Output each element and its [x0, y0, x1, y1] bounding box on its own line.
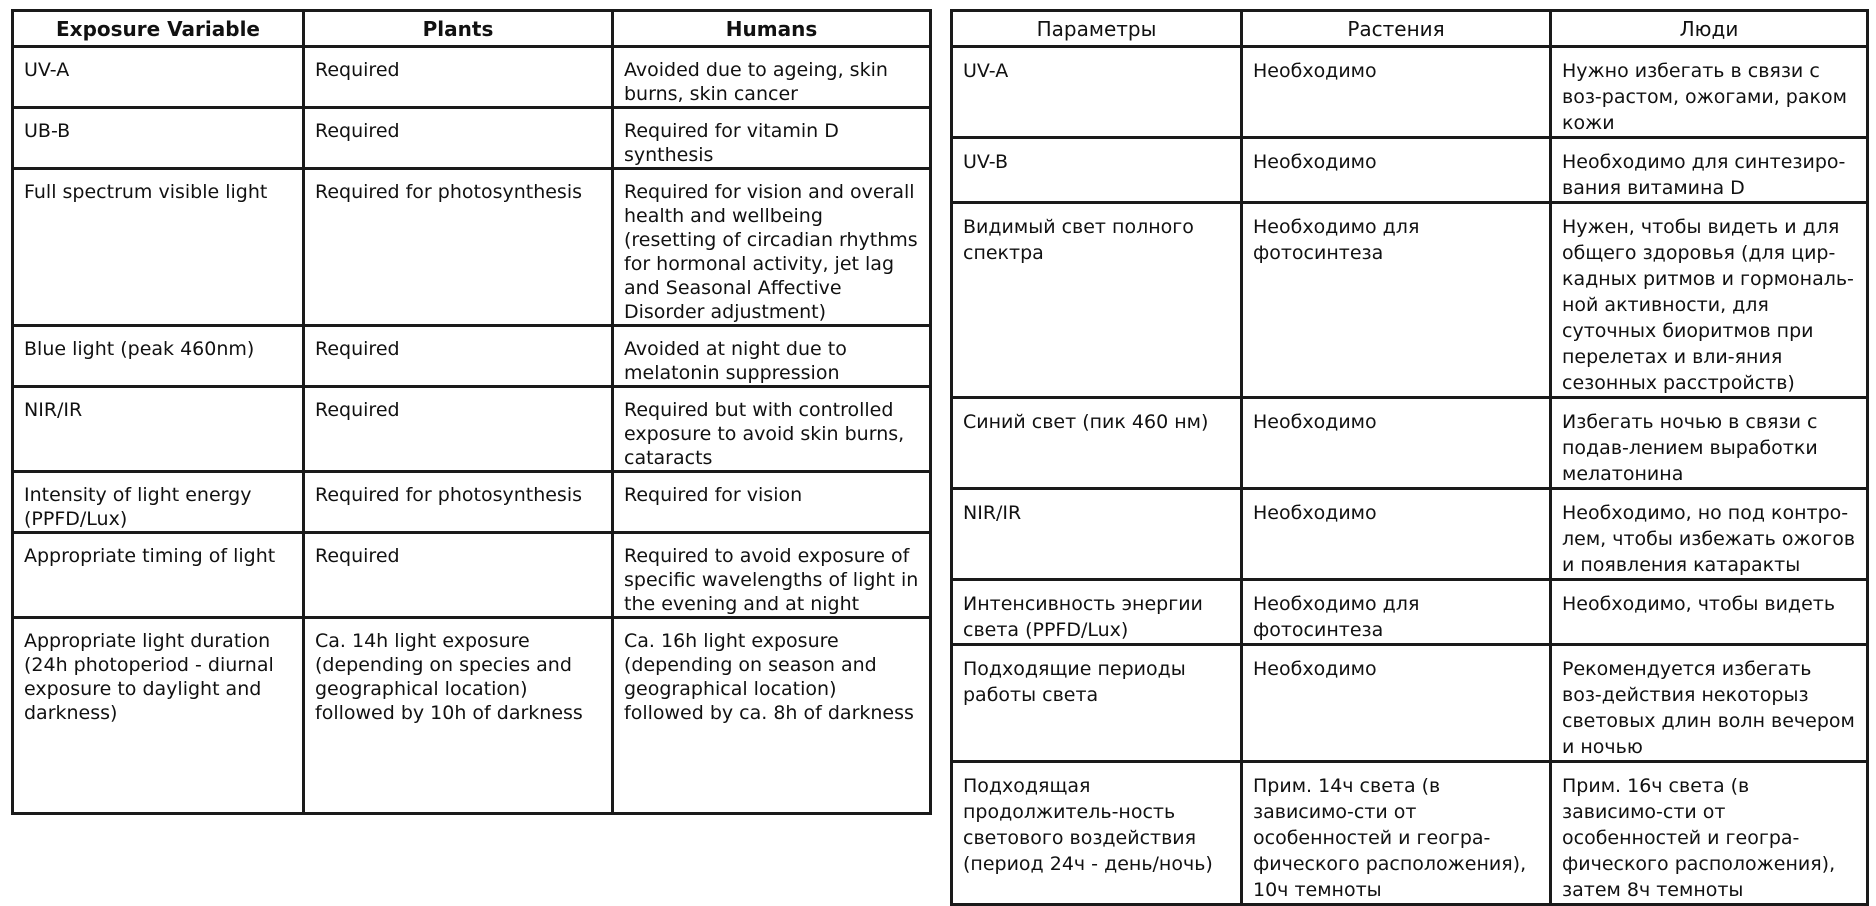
table-cell: Avoided due to ageing, skin burns, skin cancer [613, 47, 931, 108]
table-cell: UB-B [13, 108, 304, 169]
table-cell: Необходимо для фотосинтеза [1242, 203, 1551, 398]
table-cell: Required [304, 533, 613, 618]
table-row [952, 489, 1868, 580]
table-cell: Required but with controlled exposure to avoid skin burns, cataracts [613, 387, 931, 472]
table-row [952, 762, 1868, 905]
table-cell: Необходимо [1242, 489, 1551, 580]
column-header: Растения [1242, 11, 1551, 47]
table-row [13, 387, 931, 472]
table-cell: Ca. 14h light exposure (depending on species and geographical location) followed by 10h of darkness [304, 618, 613, 814]
table-cell: Необходимо [1242, 398, 1551, 489]
table-cell: NIR/IR [13, 387, 304, 472]
table-cell: Прим. 16ч света (в зависимо-сти от особенностей и геогра-фического расположения), затем 8ч темноты [1551, 762, 1868, 905]
column-header: Humans [613, 11, 931, 47]
russian-table-container [950, 9, 1866, 901]
table-cell: Необходимо для фотосинтеза [1242, 580, 1551, 645]
table-cell: Avoided at night due to melatonin suppression [613, 326, 931, 387]
table-cell: Избегать ночью в связи с подав-лением выработки мелатонина [1551, 398, 1868, 489]
table-cell: Required [304, 47, 613, 108]
table-row [13, 47, 931, 108]
table-cell: Required for vitamin D synthesis [613, 108, 931, 169]
table-row [952, 645, 1868, 762]
russian-exposure-table [950, 9, 1869, 906]
table-row [952, 47, 1868, 138]
table-cell: Ca. 16h light exposure (depending on season and geographical location) followed by ca. 8h of darkness [613, 618, 931, 814]
table-cell: Необходимо [1242, 138, 1551, 203]
table-cell: Видимый свет полного спектра [952, 203, 1242, 398]
table-cell: Нужно избегать в связи с воз-растом, ожогами, раком кожи [1551, 47, 1868, 138]
table-cell: Full spectrum visible light [13, 169, 304, 326]
table-cell: Appropriate light duration (24h photoperiod - diurnal exposure to daylight and darkness) [13, 618, 304, 814]
column-header: Люди [1551, 11, 1868, 47]
table-row [13, 533, 931, 618]
table-cell: UV-B [952, 138, 1242, 203]
table-cell: Необходимо для синтезиро-вания витамина D [1551, 138, 1868, 203]
table-row [13, 472, 931, 533]
table-row [13, 169, 931, 326]
table-cell: Blue light (peak 460nm) [13, 326, 304, 387]
table-cell: Intensity of light energy (PPFD/Lux) [13, 472, 304, 533]
column-header: Параметры [952, 11, 1242, 47]
table-cell: UV-A [952, 47, 1242, 138]
english-table-container [11, 9, 929, 815]
table-cell: Required to avoid exposure of specific wavelengths of light in the evening and at night [613, 533, 931, 618]
table-cell: Необходимо [1242, 645, 1551, 762]
table-cell: Подходящая продолжитель-ность светового воздействия (период 24ч - день/ночь) [952, 762, 1242, 905]
table-row [13, 618, 931, 814]
table-row [952, 580, 1868, 645]
english-exposure-table [11, 9, 932, 815]
table-cell: Required [304, 387, 613, 472]
table-cell: Прим. 14ч света (в зависимо-сти от особенностей и геогра-фического расположения), 10ч темноты [1242, 762, 1551, 905]
table-cell: Синий свет (пик 460 нм) [952, 398, 1242, 489]
table-row [952, 398, 1868, 489]
table-cell: Required for photosynthesis [304, 169, 613, 326]
table-cell: Необходимо [1242, 47, 1551, 138]
table-row [952, 138, 1868, 203]
table-cell: Рекомендуется избегать воз-действия некоторыз световых длин волн вечером и ночью [1551, 645, 1868, 762]
table-cell: Appropriate timing of light [13, 533, 304, 618]
table-cell: Подходящие периоды работы света [952, 645, 1242, 762]
table-cell: Нужен, чтобы видеть и для общего здоровья (для цир-кадных ритмов и гормональ-ной активности, для суточных биоритмов при перелетах и вли-яния сезонных расстройств) [1551, 203, 1868, 398]
table-row [13, 108, 931, 169]
table-cell: Required [304, 326, 613, 387]
table-row [13, 326, 931, 387]
table-cell: Required for vision [613, 472, 931, 533]
header-row [952, 11, 1868, 47]
table-cell: Required [304, 108, 613, 169]
header-row [13, 11, 931, 47]
table-cell: NIR/IR [952, 489, 1242, 580]
column-header: Exposure Variable [13, 11, 304, 47]
table-cell: UV-A [13, 47, 304, 108]
table-cell: Required for photosynthesis [304, 472, 613, 533]
table-cell: Интенсивность энергии света (PPFD/Lux) [952, 580, 1242, 645]
table-cell: Необходимо, но под контро-лем, чтобы избежать ожогов и появления катаракты [1551, 489, 1868, 580]
table-cell: Необходимо, чтобы видеть [1551, 580, 1868, 645]
column-header: Plants [304, 11, 613, 47]
table-cell: Required for vision and overall health and wellbeing (resetting of circadian rhythms for hormonal activity, jet lag and Seasonal Affective Disorder adjustment) [613, 169, 931, 326]
table-row [952, 203, 1868, 398]
